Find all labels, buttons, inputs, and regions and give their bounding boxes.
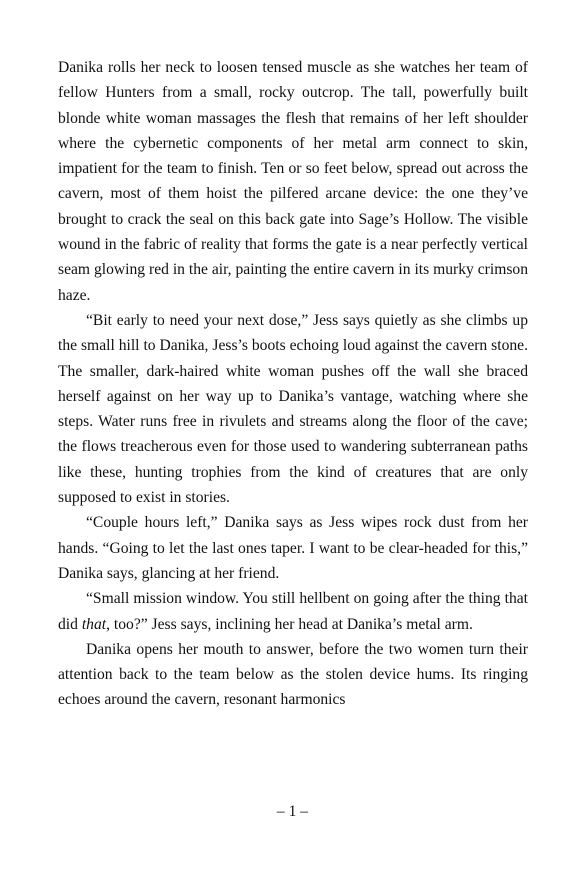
paragraph-5 <box>58 637 528 713</box>
paragraph-text: Danika opens her mouth to answer, before the two women turn their attention back to the team below as the stolen device hums. Its ringing echoes around the cavern, resonant harmonics <box>58 640 528 709</box>
paragraph-text: , too?” Jess says, inclining her head at Danika’s metal arm. <box>106 615 473 633</box>
paragraph-4 <box>58 586 528 637</box>
paragraph-1 <box>58 55 528 308</box>
page-number: – 1 – <box>276 803 309 820</box>
paragraph-2 <box>58 308 528 510</box>
page-body <box>58 55 528 713</box>
paragraph-text: “Bit early to need your next dose,” Jess says quietly as she climbs up the small hill to Danika, Jess’s boots echoing loud against the cavern stone. The smaller, dark-haired white woman pushes off the wall she braced herself against on her way up to Danika’s vantage, watching where she steps. Water runs free in rivulets and streams along the floor of the cave; the flows treacherous even for those used to wandering subterranean paths like these, hunting trophies from the kind of creatures that are only supposed to exist in stories. <box>58 311 528 507</box>
paragraph-text: Danika rolls her neck to loosen tensed muscle as she watches her team of fellow Hunters from a small, rocky outcrop. The tall, powerfully built blonde white woman massages the flesh that remains of her left shoulder where the cybernetic components of her metal arm connect to skin, impatient for the team to finish. Ten or so feet below, spread out across the cavern, most of them hoist the pilfered arcane device: the one they’ve brought to crack the seal on this back gate into Sage’s Hollow. The visible wound in the fabric of reality that forms the gate is a near perfectly vertical seam glowing red in the air, painting the entire cavern in its murky crimson haze. <box>58 59 528 304</box>
paragraph-text: “Small mission window. You still hellbent on going after the thing that did <box>58 590 528 633</box>
paragraph-text: “Couple hours left,” Danika says as Jess wipes rock dust from her hands. “Going to let the last ones taper. I want to be clear-headed for this,” Danika says, glancing at her friend. <box>58 514 528 582</box>
emphasis-text: that <box>81 615 107 633</box>
paragraph-3 <box>58 510 528 586</box>
